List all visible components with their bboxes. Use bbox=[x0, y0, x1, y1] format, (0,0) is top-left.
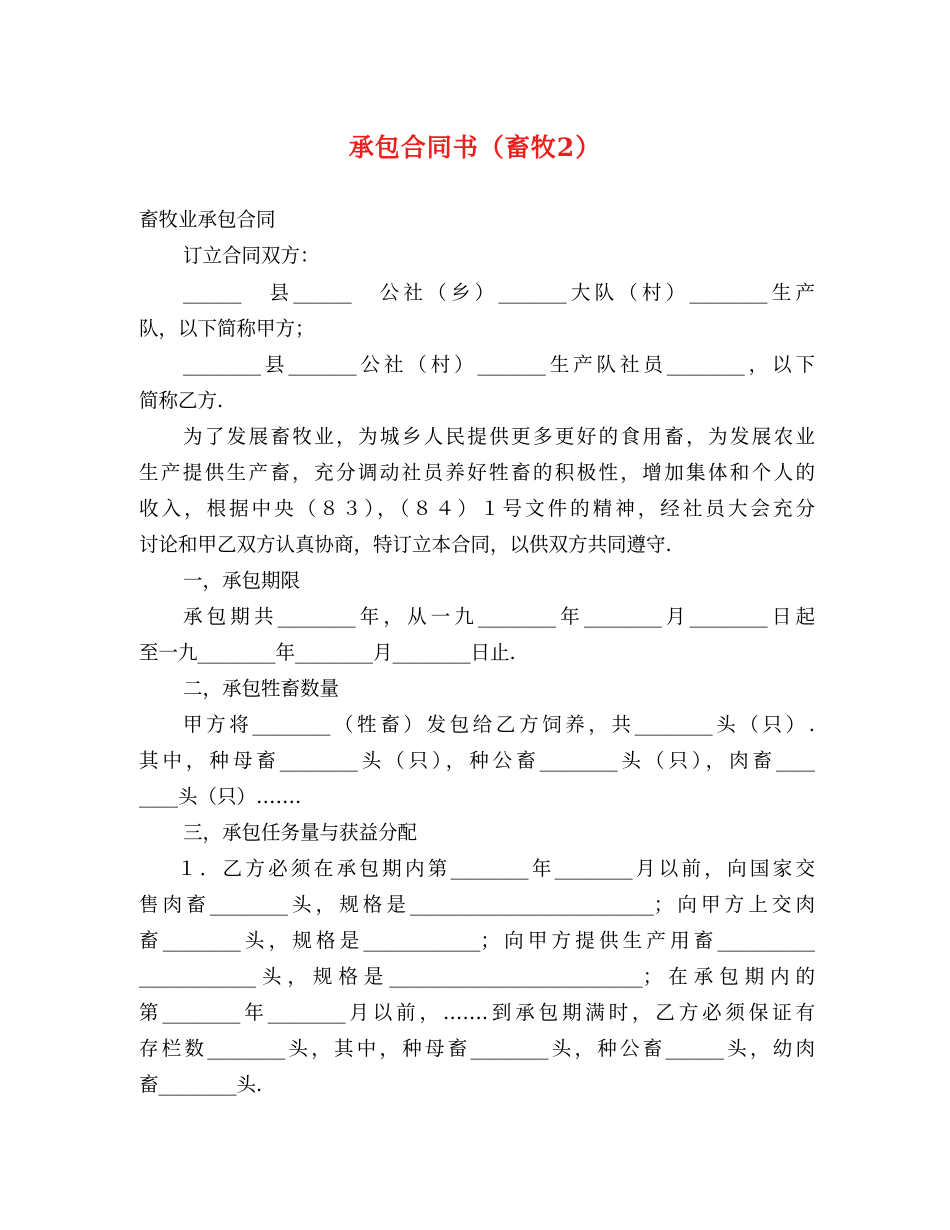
section-heading: 三，承包任务量与获益分配 bbox=[183, 821, 418, 844]
section-heading: 一，承包期限 bbox=[183, 569, 301, 592]
doc-line: ____头（只）……. bbox=[139, 785, 302, 808]
doc-line: 第________年________月以前，…….到承包期满时，乙方必须保证有 bbox=[139, 1001, 815, 1024]
doc-line: ________县_______公社（村）_______生产队社员________，以下 bbox=[183, 353, 815, 376]
doc-subtitle: 畜牧业承包合同 bbox=[139, 208, 276, 231]
doc-line: 订立合同双方： bbox=[183, 244, 320, 267]
doc-line: ______ 县______ 公社（乡）_______大队（村）________生产 bbox=[183, 281, 815, 304]
document-title: 承包合同书（畜牧2） bbox=[348, 133, 602, 162]
doc-line: ____________头，规格是__________________________；在承包期内的 bbox=[139, 965, 815, 988]
doc-line: 承包期共________年，从一九________年________月________日起 bbox=[183, 605, 815, 628]
doc-line: 生产提供生产畜，充分调动社员养好牲畜的积极性，增加集体和个人的 bbox=[139, 461, 815, 484]
doc-line: 畜________头. bbox=[139, 1073, 263, 1096]
doc-line: 畜________头，规格是____________；向甲方提供生产用畜__________ bbox=[139, 929, 815, 952]
doc-line: 讨论和甲乙双方认真协商，特订立本合同，以供双方共同遵守. bbox=[139, 533, 672, 556]
section-heading: 二，承包牲畜数量 bbox=[183, 677, 340, 700]
doc-line: 为了发展畜牧业，为城乡人民提供更多更好的食用畜，为发展农业 bbox=[183, 425, 815, 448]
doc-line: 其中，种母畜________头（只），种公畜________头（只），肉畜____ bbox=[139, 749, 815, 772]
doc-line: 简称乙方. bbox=[139, 389, 224, 412]
doc-line: 队，以下简称甲方； bbox=[139, 317, 315, 340]
doc-line: 至一九________年________月________日止. bbox=[139, 641, 516, 664]
doc-line: 收入，根据中央（８３），（８４）１号文件的精神，经社员大会充分 bbox=[139, 497, 815, 520]
doc-line: 甲方将________（牲畜）发包给乙方饲养，共________头（只）. bbox=[183, 713, 815, 736]
doc-line: １．乙方必须在承包期内第________年________月以前，向国家交 bbox=[177, 857, 815, 880]
doc-line: 存栏数________头，其中，种母畜________头，种公畜______头，幼肉 bbox=[139, 1037, 815, 1060]
doc-line: 售肉畜________头，规格是_________________________；向甲方上交肉 bbox=[139, 893, 815, 916]
